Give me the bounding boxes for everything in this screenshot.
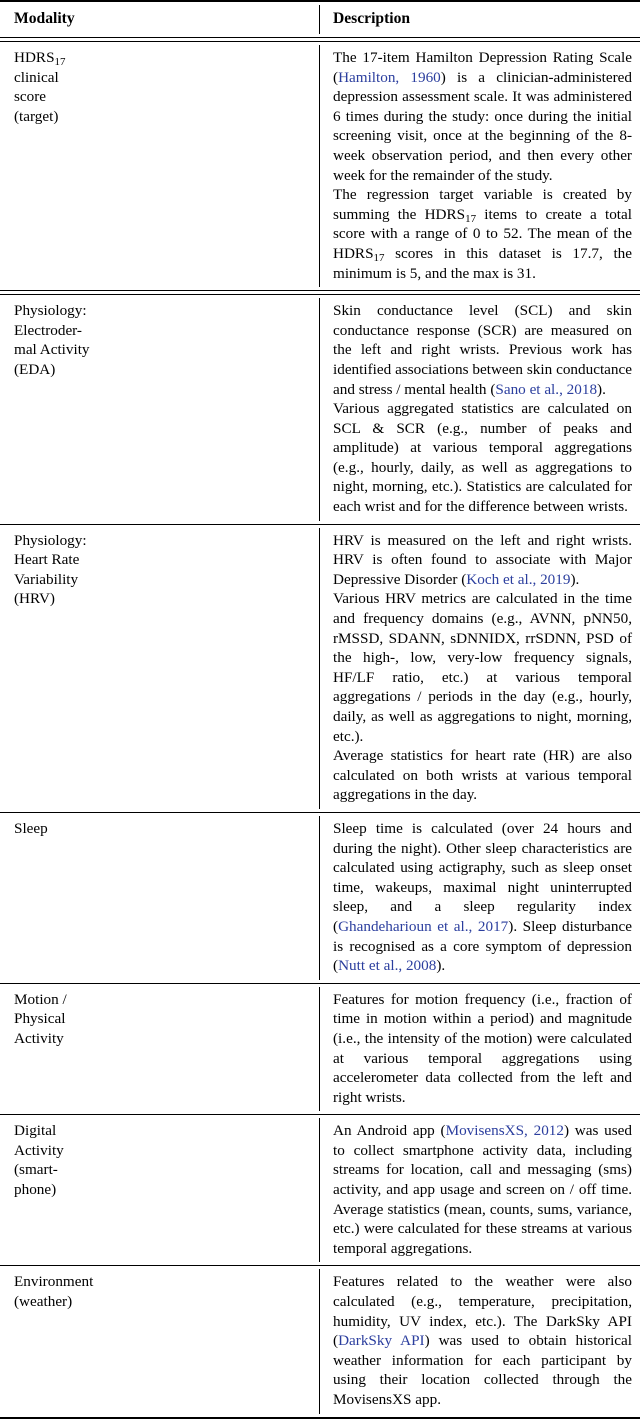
modality-line: Physical bbox=[14, 1010, 66, 1028]
description-paragraph: Various HRV metrics are calculated in the time and frequency domains (e.g., AVNN, pNN50, rMSSD, SDANN, sDNNIDX, rrSDNN, PSD of the high-, low, very-low frequency signals, HF/LF ratio, etc.) at various temporal aggregations / periods in the day (e.g., hourly, daily, as well as aggregations to night, morning, etc.). bbox=[333, 590, 632, 745]
modality-line: (weather) bbox=[14, 1293, 73, 1311]
modality-line: Physiology: bbox=[14, 302, 87, 320]
modality-line: Motion / bbox=[14, 990, 67, 1008]
modality-line: Heart Rate bbox=[14, 551, 80, 569]
modality-line: $HDRS_{17}$ bbox=[14, 49, 66, 69]
citation-link[interactable]: MovisensXS, 2012 bbox=[445, 1122, 564, 1140]
citation-link[interactable]: Hamilton, 1960 bbox=[338, 68, 441, 86]
citation-link[interactable]: Sano et al., 2018 bbox=[495, 380, 598, 398]
modality-cell-hrv bbox=[0, 525, 320, 812]
modality-cell-motion bbox=[0, 984, 320, 1115]
subscript: 17 bbox=[465, 212, 477, 225]
modality-cell-sleep bbox=[0, 813, 320, 983]
modality-line: Physiology: bbox=[14, 531, 87, 549]
column-header-modality: Modality bbox=[0, 2, 320, 37]
description-paragraph: Features related to the weather were also calculated (e.g., temperature, precipitation, humidity, UV index, etc.). The DarkSky API (DarkSky API) was used to obtain historical weather information for each participant by using their location collected through the MovisensXS app. bbox=[333, 1273, 632, 1408]
modality-line: Electroder- bbox=[14, 321, 82, 339]
description-cell-motion bbox=[320, 984, 640, 1115]
modality-line: (HRV) bbox=[14, 590, 55, 608]
description-cell-sleep bbox=[320, 813, 640, 983]
modality-line: Environment bbox=[14, 1273, 94, 1291]
description-paragraph: HRV is measured on the left and right wrists. HRV is often found to associate with Major Depressive Disorder (Koch et al., 2019). bbox=[333, 531, 632, 588]
modality-line: (smart- bbox=[14, 1161, 58, 1179]
description-paragraph: Various aggregated statistics are calculated on SCL & SCR (e.g., number of peaks and amplitude) at various temporal aggregations (e.g., hourly, daily, as well as aggregations to night, morning, etc.). Statistics are calculated for each wrist and for the difference between wrists. bbox=[333, 400, 632, 516]
description-paragraph: Sleep time is calculated (over 24 hours and during the night). Other sleep characteristics are calculated using actigraphy, such as sleep onset time, wakeups, maximal night uninterrupted sleep, and a sleep regularity index (Ghandeharioun et al., 2017). Sleep disturbance is recognised as a core symptom of depression (Nutt et al., 2008). bbox=[333, 819, 632, 975]
table-row bbox=[0, 984, 640, 1115]
description-paragraph: Average statistics for heart rate (HR) are also calculated on both wrists at various temporal aggregations in the day. bbox=[333, 747, 632, 804]
description-cell-eda bbox=[320, 295, 640, 524]
description-paragraph: Skin conductance level (SCL) and skin conductance response (SCR) are measured on the left and right wrists. Previous work has identified associations between skin conductance and stress / mental health (Sano et al., 2018). bbox=[333, 302, 632, 398]
modality-line: clinical bbox=[14, 68, 59, 86]
table-row bbox=[0, 42, 640, 290]
table-row bbox=[0, 1115, 640, 1265]
description-paragraph: The 17-item Hamilton Depression Rating Scale (Hamilton, 1960) is a clinician-administered depression assessment scale. It was administered 6 times during the study: once during the initial screening visit, once at the beginning of the 8-week observation period, and then every other week for the remainder of the study. bbox=[333, 49, 633, 184]
citation-link[interactable]: Koch et al., 2019 bbox=[466, 570, 571, 588]
modality-line: phone) bbox=[14, 1181, 57, 1199]
citation-link[interactable]: Nutt et al., 2008 bbox=[338, 957, 437, 975]
modality-line: Activity bbox=[14, 1029, 64, 1047]
modality-line: (target) bbox=[14, 107, 59, 125]
description-cell-hrv bbox=[320, 525, 640, 812]
modality-line: mal Activity bbox=[14, 341, 90, 359]
table-bottom-rule bbox=[0, 1417, 640, 1419]
citation-link[interactable]: DarkSky API bbox=[338, 1332, 425, 1350]
table-header-row bbox=[0, 2, 640, 37]
modality-cell-digital bbox=[0, 1115, 320, 1265]
citation-link[interactable]: Ghandeharioun et al., 2017 bbox=[338, 917, 509, 935]
rule-thick-bottom bbox=[0, 1417, 640, 1419]
modality-cell-eda bbox=[0, 295, 320, 524]
table-row bbox=[0, 813, 640, 983]
description-cell-hdrs17 bbox=[320, 42, 640, 290]
modality-line: score bbox=[14, 88, 47, 106]
modality-line: (EDA) bbox=[14, 360, 56, 378]
modality-cell-environment bbox=[0, 1266, 320, 1416]
modality-line: Sleep bbox=[14, 819, 48, 837]
description-paragraph: The regression target variable is created by summing the $HDRS_{17}$ items to create a total score with a range of 0 to 52. The mean of the $HDRS_{17}$ scores in this dataset is 17.7, the minimum is 5, and the max is 31. bbox=[333, 186, 632, 282]
table-row bbox=[0, 525, 640, 812]
description-paragraph: An Android app (MovisensXS, 2012) was used to collect smartphone activity data, including streams for location, call and messaging (sms) activity, and app usage and screen on / off time. Average statistics (mean, counts, sums, variance, etc.) were calculated for these streams at various temporal aggregations. bbox=[333, 1122, 632, 1257]
modality-line: Activity bbox=[14, 1141, 64, 1159]
modality-line: Variability bbox=[14, 570, 79, 588]
column-header-description: Description bbox=[333, 10, 411, 27]
description-cell-environment bbox=[320, 1266, 640, 1416]
modality-line: Digital bbox=[14, 1122, 57, 1140]
modality-cell-hdrs17 bbox=[0, 42, 320, 290]
subscript: 17 bbox=[373, 252, 385, 264]
table-row bbox=[0, 295, 640, 524]
table-row bbox=[0, 1266, 640, 1416]
description-cell-digital bbox=[320, 1115, 640, 1265]
description-paragraph: Features for motion frequency (i.e., fraction of time in motion within a period) and magnitude (i.e., the intensity of the motion) were calculated at various temporal aggregations using accelerometer data collected from the left and right wrists. bbox=[333, 990, 632, 1106]
subscript: 17 bbox=[54, 56, 66, 69]
